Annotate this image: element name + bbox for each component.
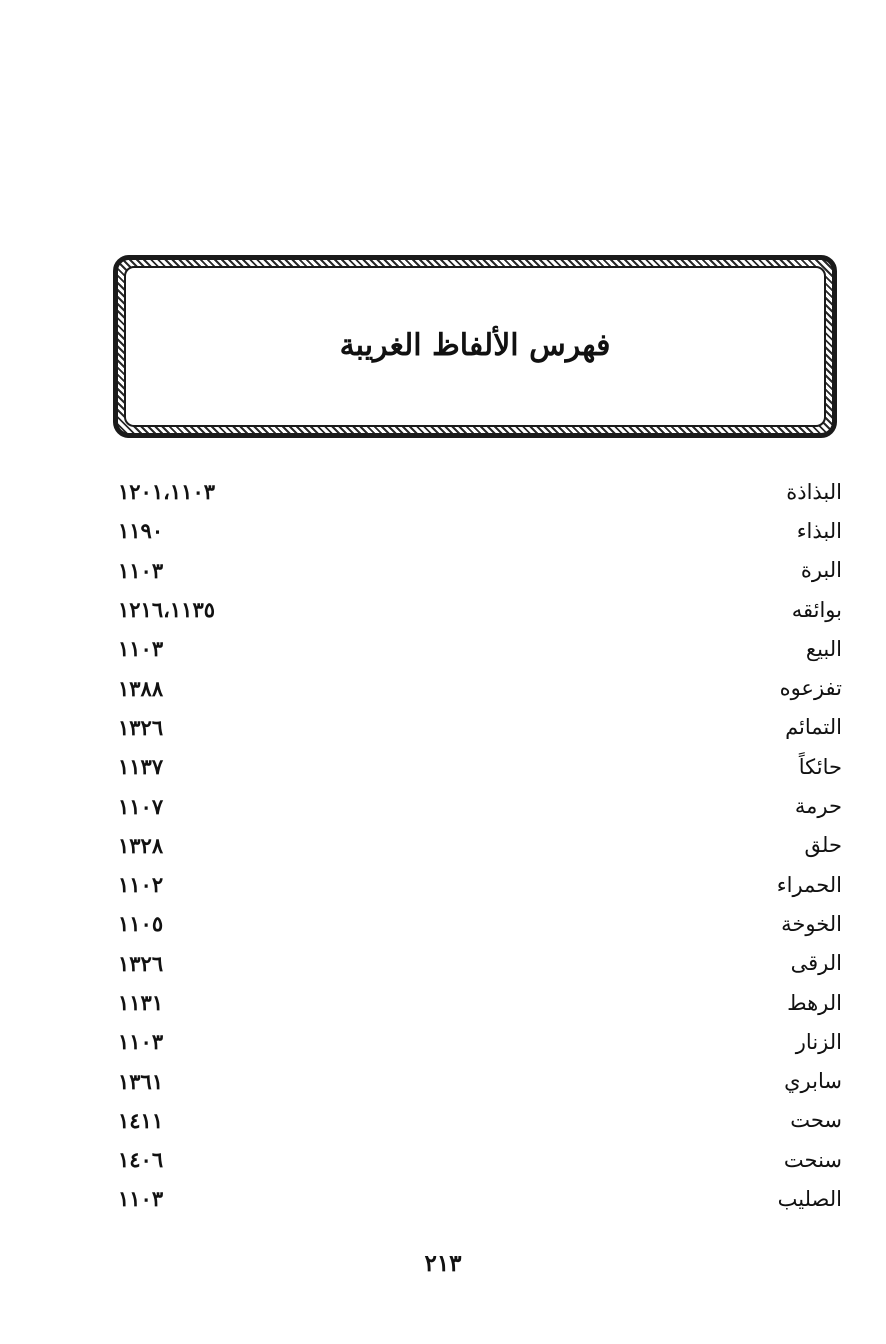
entry-pages: ١١٣١: [118, 990, 164, 1015]
index-entry: [118, 590, 842, 629]
entry-pages: ١٢١٦،١١٣٥: [118, 597, 216, 623]
entry-word: الحمراء: [776, 872, 842, 897]
index-list: [118, 472, 842, 1219]
entry-pages: ١٣٢٦: [118, 950, 164, 976]
index-entry: [118, 708, 842, 747]
entry-pages: ١١٠٧: [118, 793, 164, 819]
index-entry: [118, 472, 842, 511]
entry-word: سحت: [790, 1108, 842, 1133]
entry-pages: ١١٠٣: [118, 1029, 164, 1055]
entry-word: البذاء: [796, 518, 842, 543]
entry-word: البرة: [800, 558, 842, 583]
entry-word: البذاذة: [786, 479, 842, 504]
entry-pages: ١٤٠٦: [118, 1147, 164, 1173]
index-entry: [118, 1179, 842, 1218]
entry-pages: ١١٩٠: [118, 518, 164, 544]
index-entry: [118, 1101, 842, 1140]
index-entry: [118, 551, 842, 590]
index-entry: [118, 865, 842, 904]
entry-word: الخوخة: [781, 911, 842, 936]
page-number: ٢١٣: [424, 1250, 462, 1277]
entry-word: حائكاً: [798, 754, 842, 779]
entry-word: التمائم: [785, 715, 842, 740]
entry-word: الزنار: [795, 1029, 842, 1054]
entry-pages: ١١٠٣: [118, 1186, 164, 1212]
title-frame-inner: [124, 266, 826, 427]
title-frame: [113, 255, 837, 438]
entry-word: سنحت: [783, 1147, 842, 1172]
entry-word: سابري: [784, 1069, 842, 1094]
entry-pages: ١١٠٢: [118, 872, 164, 898]
entry-word: بوائقه: [791, 597, 842, 622]
index-entry: [118, 1061, 842, 1100]
index-entry: [118, 629, 842, 668]
entry-pages: ١٣٦١: [118, 1068, 164, 1094]
index-entry: [118, 983, 842, 1022]
index-entry: [118, 668, 842, 707]
entry-word: تفزعوه: [779, 676, 842, 701]
entry-word: الرهط: [787, 990, 842, 1015]
index-entry: [118, 944, 842, 983]
entry-word: البيع: [805, 636, 842, 661]
index-entry: [118, 1022, 842, 1061]
index-entry: [118, 786, 842, 825]
entry-pages: ١١٣٧: [118, 754, 164, 780]
entry-word: حلق: [804, 833, 842, 858]
index-entry: [118, 826, 842, 865]
entry-word: الصليب: [777, 1186, 842, 1211]
entry-pages: ١٤١١: [118, 1107, 164, 1133]
entry-pages: ١٢٠١،١١٠٣: [118, 479, 216, 505]
page-title: فهرس الألفاظ الغريبة: [339, 328, 611, 363]
index-entry: [118, 511, 842, 550]
entry-pages: ١١٠٥: [118, 911, 164, 937]
entry-word: الرقى: [790, 951, 842, 976]
entry-word: حرمة: [794, 794, 842, 819]
entry-pages: ١٣٢٦: [118, 714, 164, 740]
entry-pages: ١١٠٣: [118, 557, 164, 583]
entry-pages: ١١٠٣: [118, 636, 164, 662]
index-entry: [118, 904, 842, 943]
entry-pages: ١٣٨٨: [118, 675, 164, 701]
index-entry: [118, 747, 842, 786]
index-entry: [118, 1140, 842, 1179]
entry-pages: ١٣٢٨: [118, 832, 164, 858]
